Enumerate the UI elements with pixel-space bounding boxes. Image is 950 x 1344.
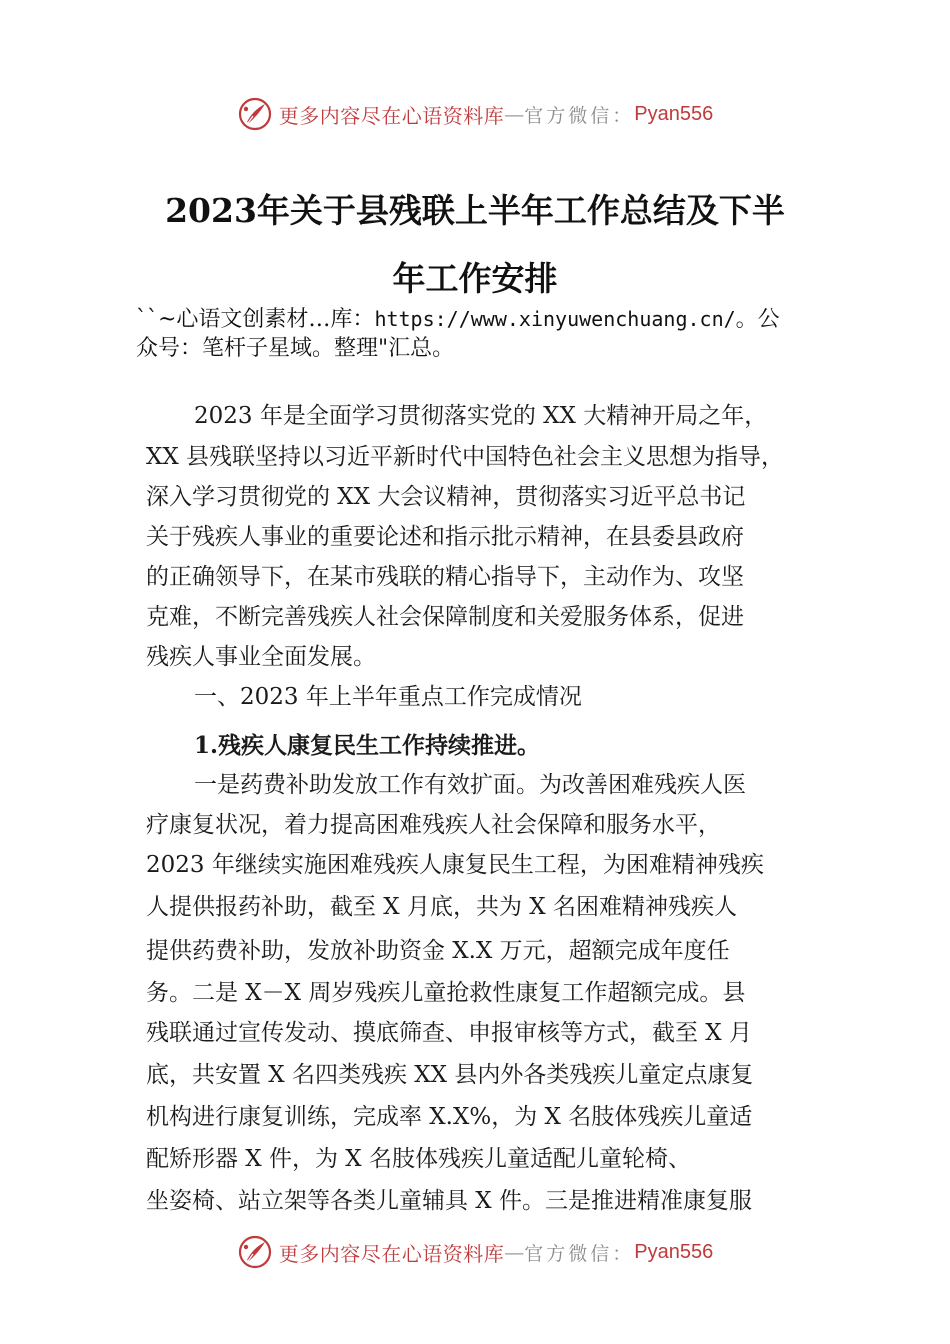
body-line: 残联通过宣传发动、摸底筛查、申报审核等方式，截至 X 月 [146, 1020, 752, 1046]
body-line: 残疾人事业全面发展。 [146, 644, 376, 670]
source-note-line-2: 众号：笔杆子星域。整理"汇总。 [136, 336, 455, 361]
body-line: 2023 年是全面学习贯彻落实党的 XX 大精神开局之年， [194, 403, 768, 429]
body-line: 疗康复状况，着力提高困难残疾人社会保障和服务水平， [146, 812, 721, 838]
body-line: 2023 年继续实施困难残疾人康复民生工程，为困难精神残疾 [146, 852, 764, 878]
section-heading: 一、2023 年上半年重点工作完成情况 [194, 684, 582, 710]
banner-slogan: 更多内容尽在心语资料库 [278, 103, 505, 128]
banner-wechat-id: Pyan556 [634, 1240, 714, 1263]
subsection-heading: 1.残疾人康复民生工作持续推进。 [194, 732, 541, 759]
source-url: https://www.xinyuwenchuang.cn/ [374, 307, 736, 331]
body-line: 提供药费补助，发放补助资金 X.X 万元，超额完成年度任 [146, 938, 730, 964]
body-line: 深入学习贯彻党的 XX 大会议精神，贯彻落实习近平总书记 [146, 484, 746, 510]
banner-wechat-id: Pyan556 [634, 102, 714, 125]
body-line: 关于残疾人事业的重要论述和指示批示精神，在县委县政府 [146, 524, 744, 550]
banner-wechat-label: 官方微信： [524, 1242, 635, 1265]
body-line: 底，共安置 X 名四类残疾 XX 县内外各类残疾儿童定点康复 [146, 1062, 754, 1088]
body-line: 坐姿椅、站立架等各类儿童辅具 X 件。三是推进精准康复服 [146, 1188, 752, 1214]
quill-logo-icon [237, 1234, 273, 1270]
body-line: XX 县残联坚持以习近平新时代中国特色社会主义思想为指导， [146, 444, 785, 470]
body-line: 配矫形器 X 件，为 X 名肢体残疾儿童适配儿童轮椅、 [146, 1146, 691, 1172]
banner-slogan: 更多内容尽在心语资料库 [278, 1241, 505, 1266]
body-line: 克难，不断完善残疾人社会保障制度和关爱服务体系，促进 [146, 604, 744, 630]
body-line: 机构进行康复训练，完成率 X.X%，为 X 名肢体残疾儿童适 [146, 1104, 753, 1130]
document-title-line-1: 2023年关于县残联上半年工作总结及下半 [165, 191, 785, 230]
source-note [136, 305, 836, 363]
document-title-line-2: 年工作安排 [392, 259, 558, 298]
body-line: 的正确领导下，在某市残联的精心指导下，主动作为、攻坚 [146, 564, 744, 590]
source-note-suffix: 。公 [735, 307, 780, 332]
top-banner [0, 92, 950, 136]
source-note-prefix: ``~心语文创素材…库： [136, 307, 375, 332]
banner-wechat-label: 官方微信： [524, 104, 635, 127]
banner-separator: — [504, 102, 525, 126]
body-line: 人提供报药补助，截至 X 月底，共为 X 名困难精神残疾人 [146, 894, 737, 920]
quill-logo-icon [237, 96, 273, 132]
bottom-banner [0, 1230, 950, 1274]
body-line: 一是药费补助发放工作有效扩面。为改善困难残疾人医 [194, 772, 746, 798]
banner-separator: — [504, 1240, 525, 1264]
body-line: 务。二是 X－X 周岁残疾儿童抢救性康复工作超额完成。县 [146, 980, 746, 1006]
